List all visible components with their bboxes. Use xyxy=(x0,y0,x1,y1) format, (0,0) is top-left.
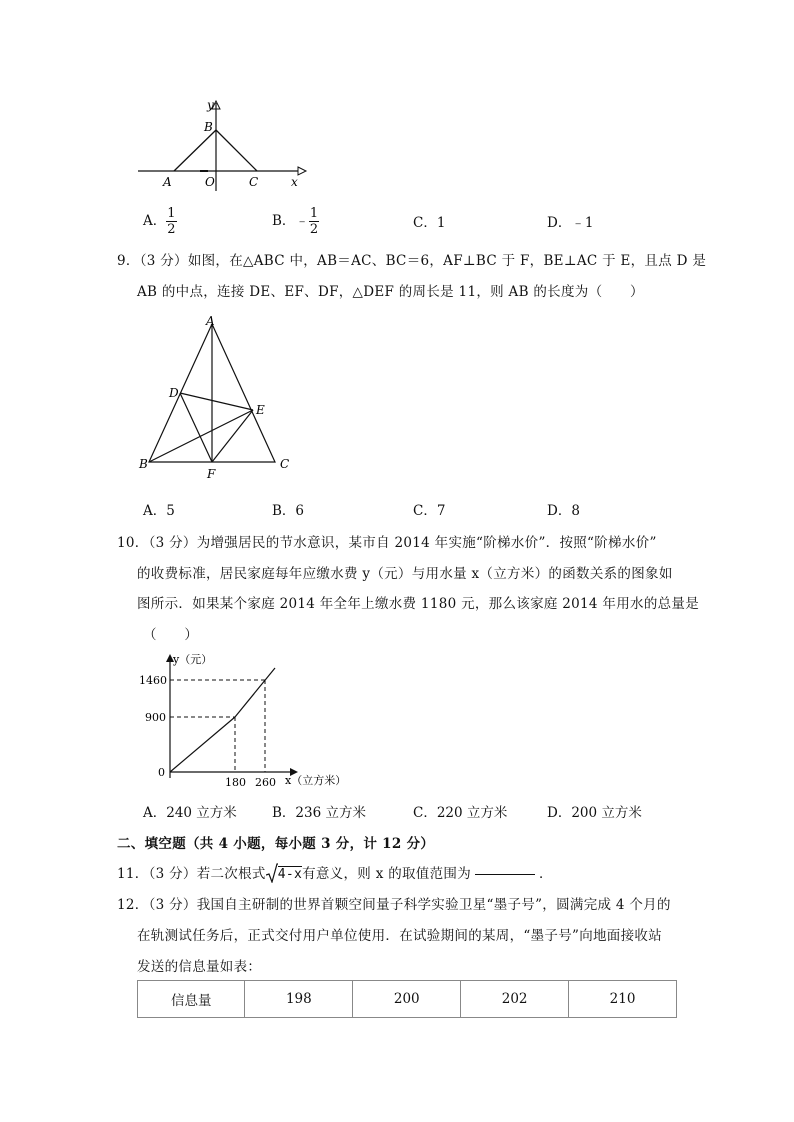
q10-tick-1460: 1460 xyxy=(139,674,167,687)
q9-stem-line1: 9．（3 分）如图，在△ABC 中，AB＝AC、BC＝6，AF⊥BC 于 F，BE⊥AC 于 E，且点 D 是 xyxy=(117,253,707,269)
table-cell: 200 xyxy=(353,981,461,1018)
q8-option-d[interactable]: D．﹣1 xyxy=(547,215,594,231)
table-cell-header: 信息量 xyxy=(138,981,245,1018)
q10-option-b[interactable]: B．236 立方米 xyxy=(272,805,366,821)
q11-radicand: 4-x xyxy=(277,867,303,882)
q8-label-o: O xyxy=(205,175,215,189)
q12-stem-line3: 发送的信息量如表： xyxy=(137,959,262,975)
q8-label-b: B xyxy=(204,120,213,134)
q10-stem-line3: 图所示．如果某个家庭 2014 年全年上缴水费 1180 元，那么该家庭 2014 年用水的总量是 xyxy=(137,596,700,612)
sqrt-sign-icon xyxy=(266,863,278,883)
q9-label-b: B xyxy=(139,457,148,471)
q9-label-a: A xyxy=(206,314,215,328)
q10-option-a[interactable]: A．240 立方米 xyxy=(143,805,237,821)
q10-graph-figure xyxy=(135,648,355,793)
q10-stem-line1: 10．（3 分）为增强居民的节水意识，某市自 2014 年实施“阶梯水价”．按照“阶梯水价” xyxy=(117,535,657,551)
q8-label-a: A xyxy=(163,175,172,189)
q11-stem: 11．（3 分）若二次根式 4-x有意义，则 x 的取值范围为 ． xyxy=(117,862,553,883)
q12-stem-line1: 12．（3 分）我国自主研制的世界首颗空间量子科学实验卫星“墨子号”，圆满完成 4 个月的 xyxy=(117,897,671,913)
q10-stem-line4: （ ） xyxy=(143,627,199,643)
q12-info-table xyxy=(137,980,677,1018)
q8-option-c[interactable]: C．1 xyxy=(413,215,446,231)
table-row xyxy=(138,981,677,1018)
q8-option-b-fraction: $\frac{1}{2}$ xyxy=(309,206,319,237)
q9-option-c[interactable]: C．7 xyxy=(413,503,446,519)
table-cell: 202 xyxy=(461,981,569,1018)
table-cell: 210 xyxy=(569,981,677,1018)
q9-stem-line2: AB 的中点，连接 DE、EF、DF，△DEF 的周长是 11，则 AB 的长度为（ ） xyxy=(137,284,644,300)
q10-origin: 0 xyxy=(158,766,165,779)
q10-tick-180: 180 xyxy=(225,776,246,789)
q10-ylabel: y（元） xyxy=(173,653,213,666)
q9-option-b[interactable]: B．6 xyxy=(272,503,305,519)
q8-label-y: y xyxy=(207,98,214,112)
q8-label-x: x xyxy=(291,175,298,189)
q10-stem-line2: 的收费标准，居民家庭每年应缴水费 y（元）与用水量 x（立方米）的函数关系的图象如 xyxy=(137,566,673,582)
q8-option-b[interactable]: B．﹣ $\frac{1}{2}$ xyxy=(272,206,319,237)
q8-option-a[interactable]: A． $\frac{1}{2}$ xyxy=(143,206,176,237)
q12-stem-line2: 在轨测试任务后，正式交付用户单位使用．在试验期间的某周，“墨子号”向地面接收站 xyxy=(137,928,663,944)
section2-title: 二、填空题（共 4 小题，每小题 3 分，计 12 分） xyxy=(117,836,435,852)
q9-option-a[interactable]: A．5 xyxy=(143,503,175,519)
q9-option-d[interactable]: D．8 xyxy=(547,503,580,519)
q8-figure xyxy=(130,95,310,195)
q9-label-c: C xyxy=(280,457,290,471)
q8-label-c: C xyxy=(249,175,259,189)
q10-option-c[interactable]: C．220 立方米 xyxy=(413,805,508,821)
q8-option-a-fraction: $\frac{1}{2}$ xyxy=(167,206,176,237)
q10-tick-900: 900 xyxy=(145,711,166,724)
table-cell: 198 xyxy=(245,981,353,1018)
q11-answer-blank[interactable] xyxy=(475,874,535,875)
q9-label-d: D xyxy=(169,386,179,400)
q10-xlabel: x（立方米） xyxy=(285,774,347,787)
q9-label-e: E xyxy=(256,403,265,417)
q9-triangle-figure xyxy=(135,312,300,482)
q10-option-d[interactable]: D．200 立方米 xyxy=(547,805,642,821)
q9-label-f: F xyxy=(207,467,216,481)
q10-tick-260: 260 xyxy=(255,776,276,789)
